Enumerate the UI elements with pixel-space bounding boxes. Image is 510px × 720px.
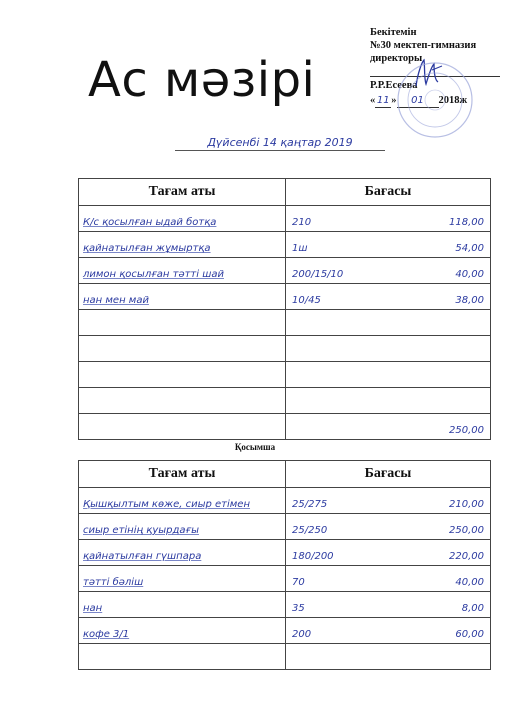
dish-name-cell: сиыр етінің қуырдағы <box>79 514 286 540</box>
price-cell <box>286 388 491 414</box>
price-cell <box>286 644 491 670</box>
price-text: 250,00 <box>449 525 484 536</box>
approval-school: №30 мектеп-гимназия <box>370 40 477 51</box>
approval-date-open-quote: « <box>370 95 376 106</box>
price-cell <box>286 336 491 362</box>
table-row <box>79 618 491 644</box>
table-row <box>79 566 491 592</box>
main-menu-table <box>78 178 491 440</box>
price-cell <box>286 284 491 310</box>
approval-position: директоры <box>370 53 423 64</box>
portion-text: 25/250 <box>292 525 328 536</box>
handwritten-date: Дүйсенбі 14 қаңтар 2019 <box>175 136 385 151</box>
table-row <box>79 644 491 670</box>
column-header-price: Бағасы <box>286 461 491 488</box>
approval-heading: Бекітемін <box>370 27 417 38</box>
price-cell <box>286 310 491 336</box>
additional-menu-table <box>78 460 491 670</box>
approval-date-month: 01 <box>397 94 439 108</box>
table-row <box>79 592 491 618</box>
price-cell <box>286 592 491 618</box>
school-stamp-icon <box>395 60 475 140</box>
column-header-price: Бағасы <box>286 179 491 206</box>
table-row <box>79 206 491 232</box>
portion-text: 25/275 <box>292 499 328 510</box>
table-row <box>79 388 491 414</box>
dish-name-cell <box>79 336 286 362</box>
portion-text: 70 <box>292 577 305 588</box>
price-cell <box>286 362 491 388</box>
dish-name-cell: нан <box>79 592 286 618</box>
table-row <box>79 540 491 566</box>
price-text: 8,00 <box>461 603 484 614</box>
dish-name-cell <box>79 644 286 670</box>
price-cell <box>286 206 491 232</box>
page-title: Ас мәзірі <box>88 52 316 108</box>
table-row <box>79 310 491 336</box>
column-header-dish-name: Тағам аты <box>79 461 286 488</box>
table-row <box>79 414 491 440</box>
price-cell <box>286 540 491 566</box>
portion-text: 180/200 <box>292 551 334 562</box>
portion-text: 10/45 <box>292 295 321 306</box>
table-row <box>79 488 491 514</box>
table-header-row <box>79 461 491 488</box>
price-text: 40,00 <box>455 269 484 280</box>
portion-text: 35 <box>292 603 305 614</box>
dish-name-cell: қайнатылған гүшпара <box>79 540 286 566</box>
table-row <box>79 336 491 362</box>
price-text: 250,00 <box>449 425 484 436</box>
price-cell <box>286 414 491 440</box>
approval-date-close-quote: » <box>391 95 397 106</box>
price-text: 54,00 <box>455 243 484 254</box>
price-text: 60,00 <box>455 629 484 640</box>
approval-date-year: 2018ж <box>438 95 468 106</box>
price-cell <box>286 232 491 258</box>
additional-section-label: Қосымша <box>234 442 276 452</box>
portion-text: 210 <box>292 217 312 228</box>
price-cell <box>286 618 491 644</box>
dish-name-cell: тәтті бәліш <box>79 566 286 592</box>
table-row <box>79 514 491 540</box>
price-text: 38,00 <box>455 295 484 306</box>
price-text: 40,00 <box>455 577 484 588</box>
price-cell <box>286 258 491 284</box>
column-header-dish-name: Тағам аты <box>79 179 286 206</box>
dish-name-cell <box>79 362 286 388</box>
price-cell <box>286 514 491 540</box>
price-cell <box>286 566 491 592</box>
table-row <box>79 284 491 310</box>
price-text: 220,00 <box>449 551 484 562</box>
approval-date-day: 11 <box>376 95 390 106</box>
dish-name-cell: лимон қосылған тәтті шай <box>79 258 286 284</box>
dish-name-cell: Қышқылтым көже, сиыр етімен <box>79 488 286 514</box>
dish-name-cell: К/с қосылған ыдай ботқа <box>79 206 286 232</box>
dish-name-cell <box>79 414 286 440</box>
dish-name-cell: нан мен май <box>79 284 286 310</box>
dish-name-cell <box>79 388 286 414</box>
price-cell <box>286 488 491 514</box>
price-text: 210,00 <box>449 499 484 510</box>
table-header-row <box>79 179 491 206</box>
table-row <box>79 232 491 258</box>
approval-director-name: Р.Р.Есеева <box>370 80 418 91</box>
portion-text: 200/15/10 <box>292 269 344 280</box>
dish-name-cell: қайнатылған жұмыртқа <box>79 232 286 258</box>
price-text: 118,00 <box>449 217 484 228</box>
dish-name-cell <box>79 310 286 336</box>
table-row <box>79 362 491 388</box>
portion-text: 200 <box>292 629 312 640</box>
table-row <box>79 258 491 284</box>
portion-text: 1ш <box>292 243 308 254</box>
dish-name-cell: кофе 3/1 <box>79 618 286 644</box>
